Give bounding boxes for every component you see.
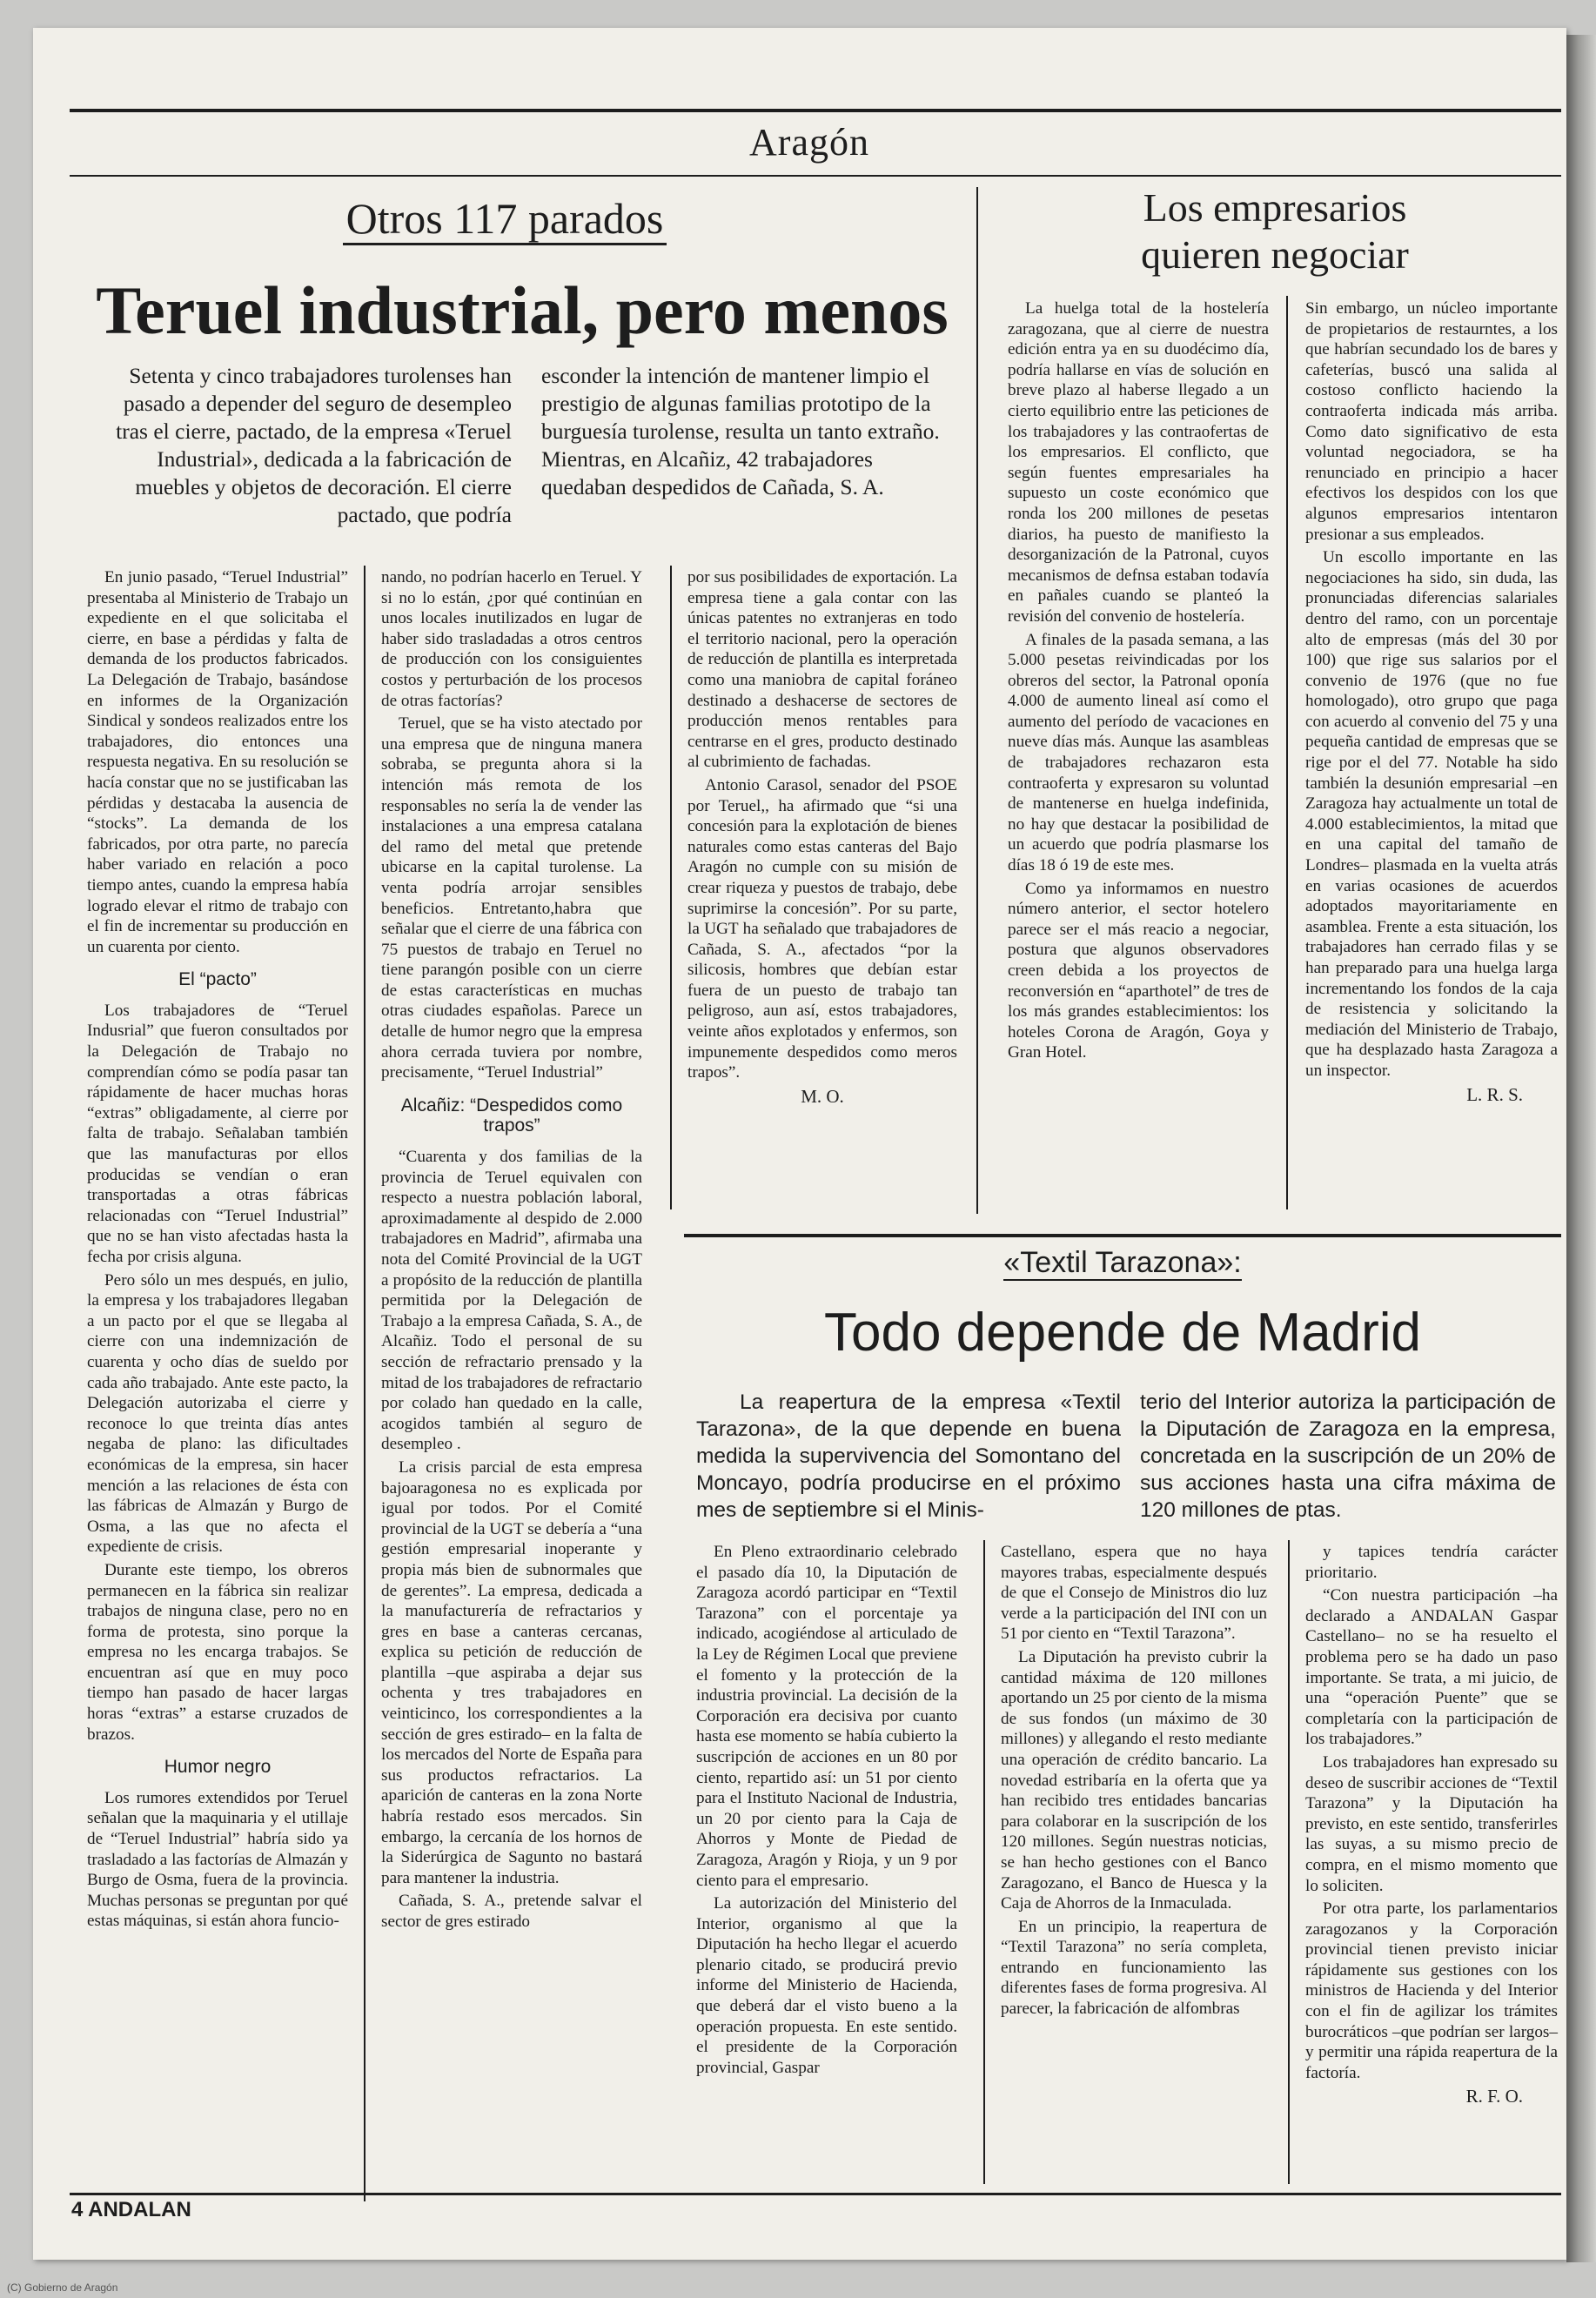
paragraph: Por otra parte, los parlamentarios zaragozanos y la Corporación provincial tienen previsto iniciar rápidamente sus gestiones con los ministros de Hacienda y del Interior con el fin de agilizar los trámites burocráticos –que podrían ser largos– y permitir una rápida reapertura de la factoría. <box>1305 1899 1558 2082</box>
paragraph: por sus posibilidades de exportación. La empresa tiene a gala contar con las únicas patentes no extranjeras en todo el territorio nacional, pero la operación de reducción de plantilla es interpretada como una maniobra de capital foráneo destinado a deshacerse de sectores de producción menos rentables para centrarse en el gres, producto destinado al cubrimiento de fachadas. <box>687 568 957 772</box>
paragraph: En Pleno extraordinario celebrado el pasado día 10, la Diputación de Zaragoza acordó participar en “Textil Tarazona” con el porcentaje ya indicado, acogiéndose al articulado de la Ley de Régimen Local que previene el fomento y la protección de la industria provincial. La decisión de la Corporación era decisiva por cuanto hasta ese momento se había cubierto la suscripción de acciones en un 80 por ciento, repartido así: un 51 por ciento para el Instituto Nacional de Industria, un 20 por ciento para la Caja de Ahorros y Monte de Piedad de Zaragoza, Aragón y Rioja, y un 9 por ciento para el empresario. <box>696 1543 957 1890</box>
article1-kicker <box>296 193 714 244</box>
paragraph: La huelga total de la hostelería zaragozana, que al cierre de nuestra edición entra ya en su duodécimo día, podría hallarse en vías de solución en breve plazo al haberse llegado a un cierto equilibrio entre las peticiones de los trabajadores y las contraofertas de los empresarios. El conflicto, que según fuentes empresariales ha supuesto un coste económico que ronda los 200 millones de pesetas diarios, ha puesto de manifiesto la desorganización de la Patronal, cuyos mecanismos de defnsa estaban todavía en pañales cuando se planteó la revisión del convenio de hostelería. <box>1008 299 1269 626</box>
article1-deck-right <box>541 362 959 501</box>
article2-signature: L. R. S. <box>1466 1083 1523 1105</box>
paragraph: “Con nuestra participación –ha declarado a ANDALAN Gaspar Castellano– no se ha resuelto el problema pero se ha dado un paso importante. Se trata, a mi juicio, de una “operación Puente” que se completaría con la participación de los trabajadores.” <box>1305 1586 1558 1749</box>
article1-deck-left <box>96 362 512 529</box>
paragraph: La Diputación ha previsto cubrir la cantidad máxima de 120 millones aportando un 25 por ciento de la misma de sus fondos (un máximo de 30 millones) y allegando el resto mediante una operación de crédito bancario. La novedad estribaría en la oferta que ya han recibido tres entidades bancarias para colaborar en la suscripción de los 120 millones. Según nuestras noticias, se han hecho gestiones con el Banco Zaragozano, el Banco de Huesca y la Caja de Ahorros de la Inmaculada. <box>1001 1647 1267 1913</box>
article1-col-rule-2 <box>670 566 672 1209</box>
paragraph: Los trabajadores han expresado su deseo de suscribir acciones de “Textil Tarazona” y la Diputación ha previsto, en este sentido, transferirles las suyas, a su mismo precio de compra, en el mismo momento que lo soliciten. <box>1305 1752 1558 1895</box>
paragraph: En un principio, la reapertura de “Textil Tarazona” no sería completa, entrando en funcionamiento las diferentes fases de forma progresiva. Al parecer, la fabricación de alfombras <box>1001 1917 1267 2019</box>
page-folio: 4 ANDALAN <box>71 2198 191 2221</box>
bottom-rule <box>70 2193 1561 2195</box>
paragraph: Los rumores extendidos por Teruel señalan que la maquinaria y el utillaje de “Teruel Industrial” habría sido ya trasladado a las factorías de Almazán y Burgo de Osma, fuera de la provincia. Muchas personas se preguntan por qué estas máquinas, si están ahora funcio- <box>87 1788 348 1931</box>
article1-column-1 <box>87 567 348 1934</box>
adjacent-page-edge <box>1566 35 1596 2262</box>
article3-headline: Todo depende de Madrid <box>824 1303 1421 1363</box>
paragraph: Castellano, espera que no haya mayores trabas, especialmente después de que el Consejo de Ministros dio luz verde a la participación del INI con un 51 por ciento en “Textil Tarazona”. <box>1001 1543 1267 1644</box>
paragraph: Los trabajadores de “Teruel Indusrial” que fueron consultados por la Delegación de Trabajo no comprendían cómo se podía pasar tan rápidamente de hacer muchas horas “extras” obligadamente, al cierre por falta de trabajo. Señalaban también que las manufacturas por ellos producidas se vendían o eran transportadas a otras fábricas relacionadas con “Teruel Industrial” que no se han visto afectadas hasta la fecha por crisis alguna. <box>87 1001 348 1266</box>
article2-headline-line1: Los empresarios <box>1143 185 1407 230</box>
article3-column-2 <box>1001 1542 1267 2022</box>
paragraph: La crisis parcial de esta empresa bajoaragonesa no es explicada por igual por todos. Por el Comité provincial de la UGT se debería a “una gestión empresarial inoperante y propia más bien de subnormales que de gerentes”. La empresa, dedicada a la manufacturería de refractarios y gres en base a canteras cercanas, explica su petición de reducción de plantilla –que aspiraba a dejar sus ochenta y tres trabajadores en veinticinco, los correspondientes a la sección de gres estirado– en la falta de los mercados del Norte de España para sus productos refractarios. La aparición de canteras en la zona Norte habría restado esos mercados. Sin embargo, la cercanía de los hornos de la Siderúrgica de Sagunto no bastará para mantener la industria. <box>381 1457 642 1887</box>
paragraph: Pero sólo un mes después, en julio, la empresa y los trabajadores llegaban a un pacto por el que se llegaba al cierre con una indemnización de cuarenta y ocho días de sueldo por cada año trabajado. Ante este pacto, la Delegación autorizaba el cierre y reconoce lo que treinta días antes negaba de plano: las dificultades económicas de la empresa, sin hacer mención a las relaciones de ésta con las fábricas de Almazán y Burgo de Osma, a las que no afecta el expediente de crisis. <box>87 1270 348 1557</box>
article1-deck-left-text: Setenta y cinco trabajadores turolenses han pasado a depender del seguro de desempleo tras el cierre, pactado, de la empresa «Teruel Industrial», dedicada a la fabricación de muebles y objetos de decoración. El cierre pactado, que podría <box>116 363 512 527</box>
article3-col-rule-1 <box>983 1540 985 2184</box>
article3-kicker-text: «Textil Tarazona»: <box>1003 1246 1242 1279</box>
paragraph: Cañada, S. A., pretende salvar el sector de gres estirado <box>381 1892 642 1931</box>
article-divider-vertical <box>976 187 978 1214</box>
article3-column-1 <box>696 1542 957 2080</box>
article3-kicker <box>957 1246 1288 1280</box>
article1-column-2 <box>381 567 642 1935</box>
article1-headline: Teruel industrial, pero menos <box>96 272 949 348</box>
paragraph: Durante este tiempo, los obreros permanecen en la fábrica sin realizar trabajos de ninguna clase, pero no en forma de protesta, sino porque la empresa no les encarga trabajos. Se encuentran así que en muy poco tiempo han pasado de hacer largas horas “extras” a estarse cruzados de brazos. <box>87 1560 348 1744</box>
article3-deck-right <box>1140 1389 1556 1524</box>
article1-column-3 <box>687 567 957 1107</box>
subheading: El “pacto” <box>178 969 257 990</box>
section-title: Aragón <box>749 121 869 164</box>
article2-column-1 <box>1008 298 1269 1066</box>
top-rule <box>70 109 1561 112</box>
article3-deck-left-text: La reapertura de la empresa «Textil Tarazona», de la que depende en buena medida la supervivencia del Somontano del Moncayo, podría producirse en el próximo mes de septiembre si el Minis- <box>696 1390 1121 1522</box>
section-rule <box>70 175 1561 177</box>
paragraph: y tapices tendría carácter prioritario. <box>1305 1543 1558 1582</box>
subheading: Alcañiz: “Despedidos como trapos” <box>400 1095 623 1136</box>
paragraph: Antonio Carasol, senador del PSOE por Teruel,, ha afirmado que “si una concesión para la explotación de bienes naturales como estas canteras del Bajo Aragón no cumple con su misión de crear riqueza y puestos de trabajo, debe suprimirse la concesión”. Por su parte, la UGT ha señalado que trabajadores de Cañada, S. A., afectados “por la silicosis, hombres que debían estar fuera de un puesto de trabajo tan peligroso, aun así, estos trabajadores, veinte años explotados y enfermos, son impunemente despedidos como meros trapos”. <box>687 775 957 1082</box>
paragraph: “Cuarenta y dos familias de la provincia de Teruel equivalen con respecto a nuestra población laboral, aproximadamente al despido de 2.000 trabajadores en Madrid”, afirmaba una nota del Comité Provincial de la UGT a propósito de la reducción de plantilla permitida por la Delegación de Trabajo a la empresa Cañada, S. A., de Alcañiz. Todo el personal de su sección de refractario prensado y la mitad de los trabajadores de refractario por colado han quedado en la calle, acogidos también al seguro de desempleo . <box>381 1148 642 1454</box>
article1-kicker-text: Otros 117 parados <box>343 194 667 245</box>
paragraph: Teruel, que se ha visto atectado por una empresa que de ninguna manera sobraba, se pregunta ahora si la intención más remota de los responsables no sería la de vender las instalaciones a una empresa catalana del ramo del metal que pretende ubicarse en la capital turolense. La venta podría arrojar sensibles beneficios. Entretanto,habra que señalar que el cierre de una fábrica con 75 puestos de trabajo en Teruel no tiene parangón posible con un cierre de estas características en muchas otras ciudades españolas. Parece un detalle de humor negro que la empresa ahora cerrada tuviera por nombre, precisamente, “Teruel Industrial” <box>381 714 642 1082</box>
article1-col-rule-1 <box>364 566 365 2201</box>
paragraph: En junio pasado, “Teruel Industrial” presentaba al Ministerio de Trabajo un expediente en el que solicitaba el cierre, en base a pérdidas y falta de demanda de los productos fabricados. La Delegación de Trabajo, basándose en informes de la Organización Sindical y sondeos realizados entre los trabajadores, dio entonces una respuesta negativa. En su resolución se hacía constar que no se justificaban las pérdidas y destacaba la ausencia de “stocks”. La demanda de los fabricados, por otra parte, no parecía haber variado en relación a poco tiempo antes, cuando la empresa había logrado elevar el ritmo de trabajo con el fin de incrementar su producción en un cuarenta por ciento. <box>87 568 348 956</box>
article3-col-rule-2 <box>1288 1540 1290 2184</box>
article1-signature: M. O. <box>801 1085 844 1107</box>
article3-column-3 <box>1305 1542 1558 2107</box>
article3-deck-left <box>696 1389 1121 1524</box>
paragraph: La autorización del Ministerio del Interior, organismo al que la Diputación ha hecho llegar el acuerdo plenario citado, se producirá previo informe del Ministerio de Hacienda, que deberá dar el visto bueno a la operación propuesta. En este sentido. el presidente de la Corporación provincial, Gaspar <box>696 1894 957 2077</box>
paragraph: A finales de la pasada semana, a las 5.000 pesetas reivindicadas por los obreros del sector, la Patronal oponía 4.000 de aumento lineal así como el aumento del período de vacaciones en nueve días más. Aunque las asambleas de trabajadores rechazaron esta contraoferta y expresaron su voluntad de mantenerse en huelga indefinida, no hay que destacar la posibilidad de un acuerdo que podría plasmarse los días 18 ó 19 de este mes. <box>1008 630 1269 875</box>
article2-headline <box>988 184 1562 278</box>
paragraph: Como ya informamos en nuestro número anterior, el sector hotelero parece ser el más reacio a negociar, postura que algunos observadores creen debida a los proyectos de reconversión en “aparthotel” de tres de los más grandes establecimientos: los hoteles Corona de Aragón, Goya y Gran Hotel. <box>1008 879 1269 1062</box>
article3-top-rule <box>684 1234 1561 1237</box>
article2-column-2 <box>1305 298 1558 1105</box>
paragraph: Sin embargo, un núcleo importante de propietarios de restaurntes, a los que habrían secundado los de bares y cafeterías, buscó una salida al costoso conflicto haciendo la contraoferta indicada más arriba. Como dato significativo de esta voluntad negociadora, se ha renunciado en principio a hacer efectivos los despidos con los que algunos empresarios intentaron presionar a sus empleados. <box>1305 299 1558 544</box>
article2-col-rule <box>1286 296 1288 1209</box>
paragraph: nando, no podrían hacerlo en Teruel. Y si no lo están, ¿por qué continúan en unos locales inutilizados en lugar de haber sido trasladadas a otros centros de producción con los consiguientes costos y perturbación de los procesos de otras factorías? <box>381 568 642 710</box>
article3-deck-right-text: terio del Interior autoriza la participación de la Diputación de Zaragoza en la empresa, concretada en la suscripción de un 20% de sus acciones hasta una cifra máxima de 120 millones de ptas. <box>1140 1390 1556 1522</box>
article3-signature: R. F. O. <box>1465 2086 1523 2107</box>
subheading: Humor negro <box>164 1757 272 1778</box>
image-credit: (C) Gobierno de Aragón <box>7 2281 118 2294</box>
paragraph: Un escollo importante en las negociaciones ha sido, sin duda, las pronunciadas diferencias salariales dentro del ramo, con un porcentaje alto de empresas (más del 30 por 100) que rige sus salarios por el convenio de 1976 (que no fue homologado), otro grupo que paga con acuerdo al convenio del 75 y una pequeña cantidad de empresas que se rige por el del 77. Notable ha sido también la desunión empresarial –en Zaragoza hay actualmente un total de 4.000 establecimientos, la mitad que en una capital del tamaño de Londres– plasmada en la vuelta atrás en varias ocasiones de acuerdos adoptados mayoritariamente en asamblea. Frente a esta situación, los trabajadores han cerrado filas y se han preparado para una huelga larga incrementando los fondos de la caja de resistencia y solicitando la mediación del Ministerio de Trabajo, que ha desplazado hasta Zaragoza a un inspector. <box>1305 548 1558 1080</box>
article2-headline-line2: quieren negociar <box>1141 232 1409 277</box>
article1-deck-right-text: esconder la intención de mantener limpio el prestigio de algunas familias prototipo de la burguesía turolense, resulta un tanto extraño. Mientras, en Alcañiz, 42 trabajadores quedaban despedidos de Cañada, S. A. <box>541 363 940 499</box>
